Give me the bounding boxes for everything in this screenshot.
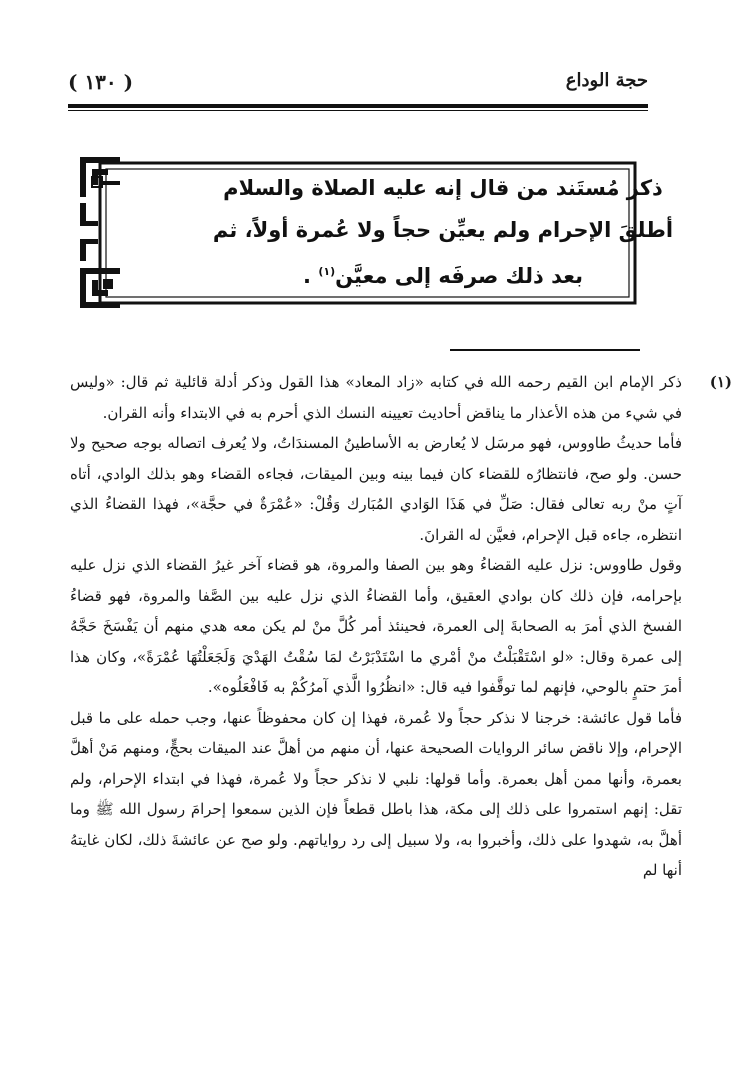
chapter-title-line-3-text: بعد ذلك صرفَه إلى معيَّن	[335, 264, 583, 288]
footnote-body	[70, 367, 732, 886]
chapter-title	[198, 167, 688, 297]
footnote-separator	[450, 349, 640, 351]
chapter-title-line-3	[198, 251, 688, 297]
footnote-paragraph: فأما حديثُ طاووس، فهو مرسَل لا يُعارض به الأساطينُ المسندَاتُ، ولا يُعرف اتصاله بوجه صحيح ولا حسن. ولو صح، فانتظارُه للقضاء كان فيما بينه وبين الميقات، فجاءه القضاء وهو بذلك الوادي، أتاه آتٍ منْ ربه تعالى فقال: صَلِّ في هَذَا الوَادي المُبَارك وَقُلْ: «عُمْرَةٌ في حجَّة»، فهذا القضاءُ الذي انتظره، جاءه قبل الإحرام، فعيَّن له القرانَ.	[70, 434, 682, 544]
footnote-paragraph: وقول طاووس: نزل عليه القضاءُ وهو بين الصفا والمروة، هو قضاء آخر غيرُ القضاء الذي نزل عليه بإحرامه، فإن ذلك كان بوادي العقيق، وأما القضاءُ الذي نزل عليه بين الصَّفا والمروة، فهو قضاءُ الفسخ الذي أمرَ به الصحابةَ إلى العمرة، فحينئذ أمر كُلَّ منْ لم يكن معه هدي منهم أن يَفْسَخَ حَجَّهُ إلى عمرة وقال: «لو اسْتَقْبَلْتُ منْ أمْري ما اسْتَدْبَرْتُ لمَا سُقْتُ الهَدْيَ وَلَجَعَلْتُهَا عُمْرَةً»، وكان هذا أمرَ حتمٍ بالوحي، فإنهم لما توقَّفوا فيه قال: «انظُرُوا الَّذي آمرُكُمْ به فَافْعَلُوه».	[70, 556, 682, 696]
header-rule-thick	[68, 104, 648, 108]
chapter-title-line-1: ذكر مُستَند من قال إنه عليه الصلاة والسلام	[223, 176, 663, 200]
page-number: ( ١٣٠ )	[68, 70, 134, 94]
footnote-marker: (١)	[709, 373, 732, 391]
chapter-title-line-2: أطلقَ الإحرام ولم يعيِّن حجاً ولا عُمرة أولاً، ثم	[212, 218, 674, 242]
footnote-paragraph: ذكر الإمام ابن القيم رحمه الله في كتابه «زاد المعاد» هذا القول وذكر أدلة قائلية ثم قال: «وليس في شيء من هذه الأعذار ما يناقض أحاديث تعيينه النسك الذي أحرم به في الابتداء وأنه القران.	[70, 373, 682, 422]
running-title: حجة الوداع	[565, 70, 648, 91]
page-header	[68, 62, 648, 102]
chapter-title-line-3-end: .	[303, 264, 312, 288]
header-rule-thin	[68, 110, 648, 111]
footnote-paragraph: فأما قول عائشة: خرجنا لا نذكر حجاً ولا عُمرة، فهذا إن كان محفوظاً عنها، وجب حمله على ما قبل الإحرام، وإلا ناقض سائر الروايات الصحيحة عنها، أن منهم من أهلَّ عند الميقات بحجٍّ، ومنهم مَنْ أهلَّ بعمرة، وأنها ممن أهل بعمرة. وأما قولها: نلبي لا نذكر حجاً ولا عُمرة، فهذا في ابتداء الإحرام، ولم تقل: إنهم استمروا على ذلك إلى مكة، هذا باطل قطعاً فإن الذين سمعوا إحرامَ رسول الله ﷺ وما أهلَّ به، شهدوا على ذلك، وأخبروا به، ولا سبيل إلى رد رواياتهم. ولو صح عن عائشةَ ذلك، لكان غايتهُ أنها لم	[70, 708, 682, 879]
footnote-reference[interactable]: (١)	[318, 265, 336, 278]
chapter-title-frame	[78, 155, 674, 310]
